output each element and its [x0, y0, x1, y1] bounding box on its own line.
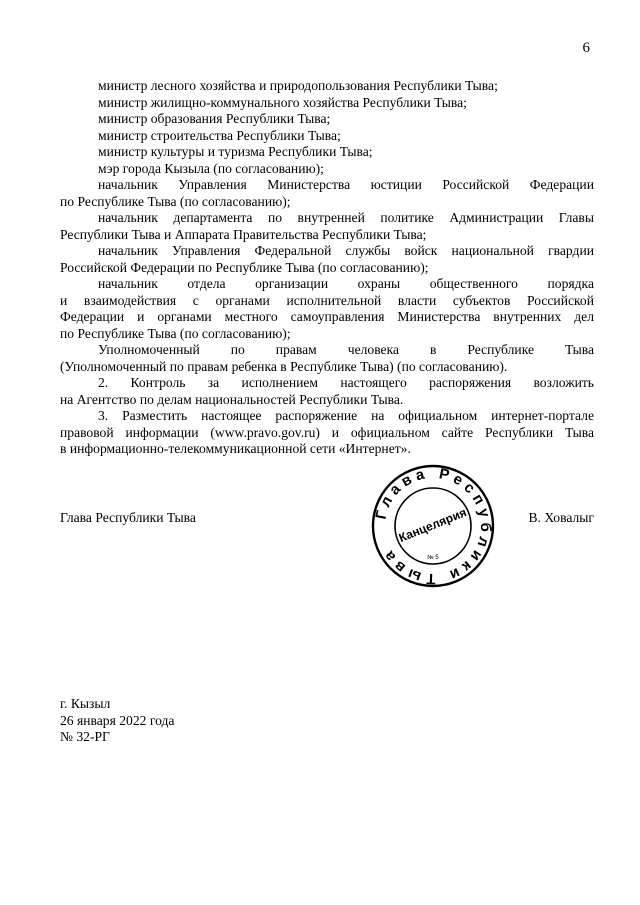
text-line: Республики Тыва и Аппарата Правительства Республики Тыва; — [60, 226, 427, 242]
official-stamp — [370, 463, 496, 589]
text-line: (Уполномоченный по правам ребенка в Республике Тыва) (по согласованию). — [60, 358, 508, 374]
signatory-name: В. Ховалыг — [528, 510, 594, 525]
text-line: 3. Разместить настоящее распоряжение на официальном интернет-портале — [98, 408, 594, 423]
text-line: начальник департамента по внутренней политике Администрации Главы — [98, 210, 594, 225]
stamp-center-text: Канцелярия — [396, 505, 469, 546]
text-line: и взаимодействия с органами исполнительной власти субъектов Российской — [60, 292, 594, 308]
text-line: на Агентство по делам национальностей Республики Тыва. — [60, 391, 404, 407]
document-number: № 32-РГ — [60, 729, 110, 744]
stamp-ring-text: Глава Республики Тыва — [372, 464, 495, 588]
text-line: Уполномоченный по правам человека в Республике Тыва — [98, 342, 594, 357]
text-line: начальник отдела организации охраны общественного порядка — [98, 276, 594, 291]
city: г. Кызыл — [60, 696, 111, 711]
text-line: министр образования Республики Тыва; — [98, 111, 331, 126]
text-line: 2. Контроль за исполнением настоящего распоряжения возложить — [98, 375, 594, 390]
order-body-text — [60, 78, 594, 458]
text-line: министр лесного хозяйства и природопользования Республики Тыва; — [98, 78, 498, 93]
signatory-title: Глава Республики Тыва — [60, 510, 196, 525]
stamp-small-text: № 5 — [427, 555, 439, 561]
text-line: Российской Федерации по Республике Тыва (по согласованию); — [60, 259, 429, 275]
text-line: начальник Управления Федеральной службы войск национальной гвардии — [98, 243, 594, 258]
text-line: по Республике Тыва (по согласованию); — [60, 325, 291, 341]
page-number: 6 — [582, 40, 590, 56]
document-date: 26 января 2022 года — [60, 712, 175, 728]
text-line: правовой информации (www.pravo.gov.ru) и официальном сайте Республики Тыва — [60, 424, 594, 440]
text-line: министр культуры и туризма Республики Тыва; — [98, 144, 373, 159]
text-line: начальник Управления Министерства юстиции Российской Федерации — [98, 177, 594, 192]
text-line: мэр города Кызыла (по согласованию); — [98, 160, 324, 176]
text-line: в информационно-телекоммуникационной сети «Интернет». — [60, 441, 411, 456]
text-line: министр строительства Республики Тыва; — [98, 127, 341, 143]
text-line: Федерации и органами местного самоуправления Министерства внутренних дел — [60, 309, 594, 324]
text-line: министр жилищно-коммунального хозяйства Республики Тыва; — [98, 94, 467, 110]
text-line: по Республике Тыва (по согласованию); — [60, 193, 291, 209]
document-footer — [60, 696, 174, 746]
